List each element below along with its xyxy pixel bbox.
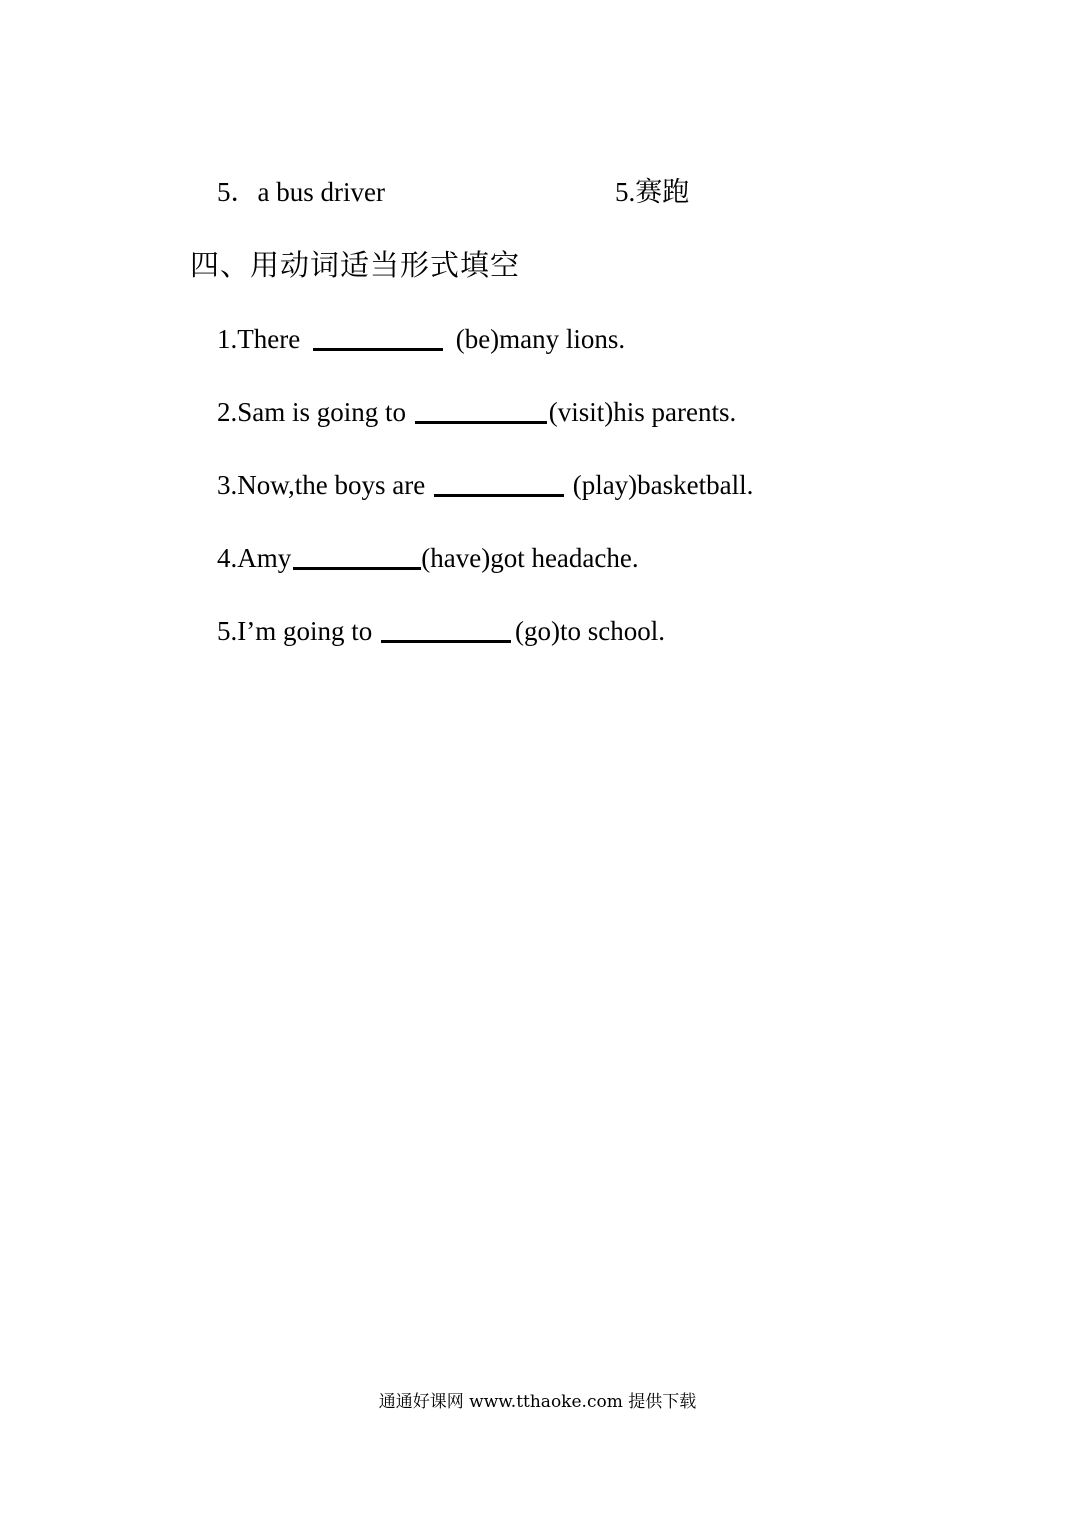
question-3-text-before: 3.Now,the boys are xyxy=(217,470,432,500)
question-3-blank[interactable] xyxy=(434,468,564,497)
question-5-text-before: 5.I’m going to xyxy=(217,616,379,646)
question-2-text-before: 2.Sam is going to xyxy=(217,397,413,427)
question-4-text-before: 4.Amy xyxy=(217,543,292,573)
question-1 xyxy=(217,322,625,356)
question-2-blank[interactable] xyxy=(415,395,547,424)
question-4-text-after: (have)got headache. xyxy=(421,543,639,573)
question-3 xyxy=(217,468,753,502)
matching-item-left: 5．a bus driver xyxy=(217,177,385,207)
matching-item-right: 5.赛跑 xyxy=(615,177,690,207)
footer-credit: 通通好课网 www.tthaoke.com 提供下载 xyxy=(378,1392,697,1412)
question-5-blank[interactable] xyxy=(381,614,511,643)
question-2 xyxy=(217,395,736,429)
question-1-blank[interactable] xyxy=(313,322,443,351)
question-3-text-after: (play)basketball. xyxy=(565,470,754,500)
question-4-blank[interactable] xyxy=(293,541,421,570)
question-2-text-after: (visit)his parents. xyxy=(548,397,737,427)
section-title: 四、用动词适当形式填空 xyxy=(190,248,521,282)
question-1-text-before: 1.There xyxy=(217,324,307,354)
question-5 xyxy=(217,614,665,648)
question-1-text-after: (be)many lions. xyxy=(448,324,626,354)
question-5-text-after: (go)to school. xyxy=(515,616,665,646)
question-4 xyxy=(217,541,639,575)
